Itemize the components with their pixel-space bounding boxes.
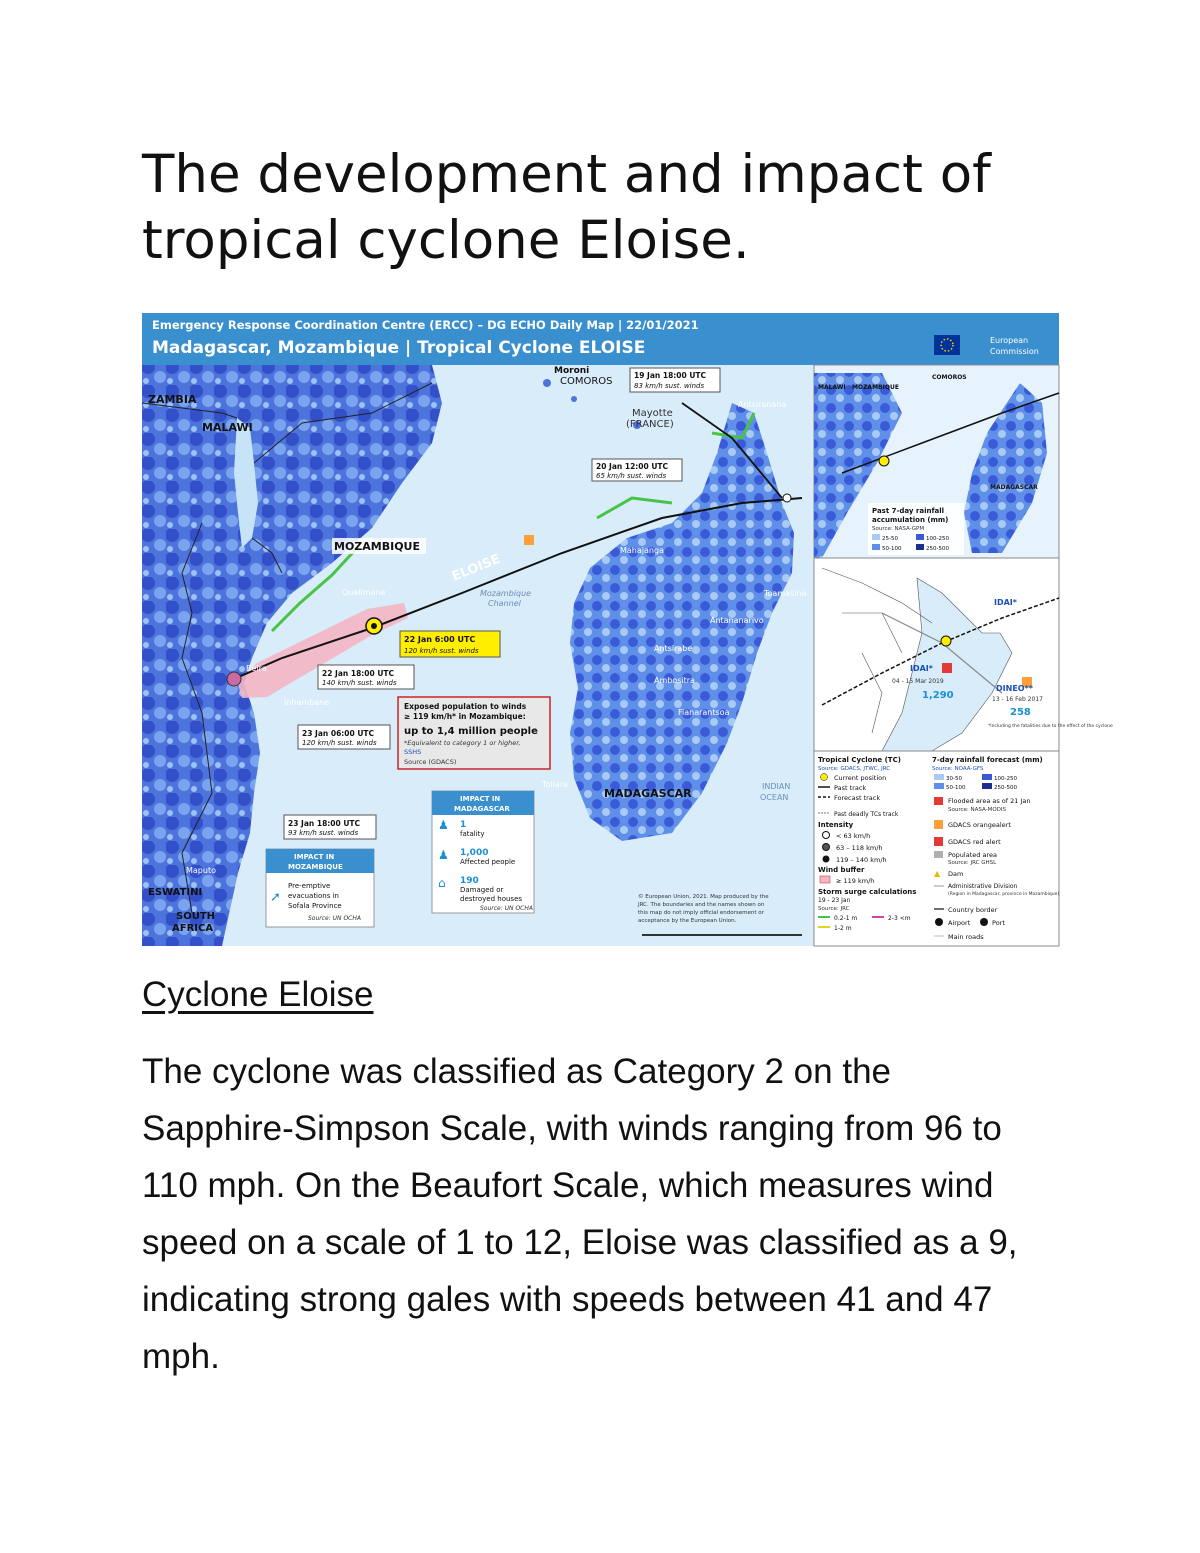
- label-ambositra: Ambositra: [654, 676, 695, 685]
- label-channel-1: Mozambique: [480, 589, 532, 598]
- track-time: 22 Jan 6:00 UTC: [404, 635, 476, 644]
- label-maputo: Maputo: [186, 866, 216, 875]
- legend-dam: Dam: [948, 870, 964, 878]
- port-icon: [980, 918, 988, 926]
- track-winds: 65 km/h sust. winds: [596, 472, 667, 480]
- eu-label-1: European: [990, 336, 1029, 345]
- label-ocean-1: INDIAN: [762, 782, 791, 791]
- label-toliara: Toliara: [542, 780, 568, 789]
- impact-houses-num: 190: [460, 876, 479, 886]
- exposed-source: Source (GDACS): [404, 758, 457, 766]
- copyright-line2: JRC. The boundaries and the names shown on: [638, 902, 765, 908]
- legend-r1: 30-50: [946, 776, 962, 782]
- label-moroni: Moroni: [554, 366, 590, 376]
- legend-surge-src: Source: JRC: [818, 906, 850, 912]
- rain-bin: 100-250: [926, 536, 949, 542]
- label-antananarivo: Antananarivo: [710, 616, 764, 625]
- legend-intensity: Intensity: [818, 821, 854, 829]
- track-winds: 83 km/h sust. winds: [634, 382, 705, 390]
- gdacs-red-alert-icon: [942, 663, 952, 673]
- inset-rain-country-1: MALAWI: [818, 384, 846, 391]
- legend-border: Country border: [948, 906, 998, 914]
- legend-i1: < 63 km/h: [836, 832, 871, 840]
- legend-tc-source: Source: GDACS, JTWC, JRC: [818, 766, 891, 772]
- legend-r4: 250-500: [994, 785, 1017, 791]
- legend-s1: 0.2-1 m: [834, 915, 858, 922]
- map-legend: [814, 751, 1059, 946]
- inset-rain-country-4: MADAGASCAR: [990, 484, 1038, 491]
- legend-r3: 50-100: [946, 785, 966, 791]
- body-paragraph: The cyclone was classified as Category 2 on the Sapphire-Simpson Scale, with winds ranging from 96 to 110 mph. On the Beaufort Scale, which measures wind speed on a scale of 1 to 12, Eloise was classified as a 9, indicating strong gales with speeds between 41 and 47 mph.: [142, 1052, 1018, 1376]
- inset-rain-title-1: Past 7-day rainfall: [872, 507, 945, 515]
- label-channel-2: Channel: [488, 599, 521, 608]
- legend-r2: 100-250: [994, 776, 1017, 782]
- label-malawi: MALAWI: [202, 421, 253, 434]
- impact-moz-line3: Sofala Province: [288, 902, 342, 910]
- cyclone-map-figure: [142, 313, 1113, 946]
- track-winds: 140 km/h sust. winds: [322, 679, 397, 687]
- track-winds: 120 km/h sust. winds: [302, 739, 377, 747]
- map-header-line2: Madagascar, Mozambique | Tropical Cyclone ELOISE: [152, 338, 646, 358]
- legend-rain-swatch: [934, 774, 944, 780]
- impact-houses-label-1: Damaged or: [460, 886, 504, 894]
- current-position-dot: [371, 623, 377, 629]
- legend-surge-title: Storm surge calculations: [818, 888, 917, 896]
- exposed-line3: up to 1,4 million people: [404, 726, 538, 737]
- legend-populated-swatch: [934, 851, 943, 858]
- exposed-line2: ≥ 119 km/h* in Mozambique:: [404, 712, 526, 721]
- comoros-island: [571, 396, 577, 402]
- legend-tc-title: Tropical Cyclone (TC): [818, 756, 901, 764]
- rain-swatch: [872, 544, 880, 550]
- label-eswatini: ESWATINI: [148, 887, 203, 898]
- rain-bin: 250-500: [926, 546, 949, 552]
- label-mahajanga: Mahajanga: [620, 546, 664, 555]
- label-ocean-2: OCEAN: [760, 793, 789, 802]
- main-map: [142, 365, 814, 946]
- impact-madagascar-box: [432, 791, 534, 913]
- cyclone-name-label: ELOISE: [449, 551, 503, 585]
- house-icon: ⌂: [438, 876, 446, 890]
- inset-rain-country-3: COMOROS: [932, 374, 967, 381]
- legend-flooded-src: Source: NASA-MODIS: [948, 807, 1007, 813]
- inset-idai-position: [941, 636, 951, 646]
- legend-intensity-icon-3: [823, 856, 830, 863]
- copyright-line1: © European Union, 2021. Map produced by the: [638, 894, 769, 900]
- impact-houses-label-2: destroyed houses: [460, 895, 523, 903]
- track-time: 20 Jan 12:00 UTC: [596, 462, 669, 471]
- legend-surge-dates: 19 - 23 Jan: [818, 897, 851, 904]
- people-icon: ♟: [438, 848, 449, 862]
- legend-wind-swatch: [820, 876, 830, 883]
- label-madagascar: MADAGASCAR: [604, 787, 692, 800]
- inset-rain-position: [879, 456, 889, 466]
- legend-past: Past track: [834, 784, 867, 792]
- inset-rainfall-map: [814, 365, 1059, 558]
- rain-swatch: [872, 534, 880, 540]
- track-winds: 120 km/h sust. winds: [404, 647, 479, 655]
- impact-moz-source: Source: UN OCHA: [308, 915, 361, 922]
- eu-label-2: Commission: [990, 347, 1039, 356]
- label-mozambique: MOZAMBIQUE: [334, 540, 421, 553]
- impact-moz-title-2: MOZAMBIQUE: [288, 863, 343, 871]
- gdacs-orange-alert-icon: [524, 535, 534, 545]
- inset-idai-num: 1,290: [922, 690, 954, 701]
- exposed-line1: Exposed population to winds: [404, 702, 527, 711]
- legend-s3: 1-2 m: [834, 925, 852, 932]
- legend-red: GDACS red alert: [948, 838, 1001, 846]
- impact-moz-title-1: IMPACT IN: [294, 853, 335, 861]
- legend-rain-swatch: [982, 774, 992, 780]
- impact-fatality-num: 1: [460, 820, 467, 830]
- label-south-africa-2: AFRICA: [172, 923, 214, 934]
- label-inhambane: Inhambane: [284, 698, 330, 707]
- map-header-line1: Emergency Response Coordination Centre (ERCC) – DG ECHO Daily Map | 22/01/2021: [152, 318, 699, 332]
- rain-swatch: [916, 534, 924, 540]
- label-zambia: ZAMBIA: [148, 393, 197, 406]
- legend-red-alert-icon: [934, 837, 943, 846]
- legend-intensity-icon-1: [823, 832, 830, 839]
- legend-port: Port: [992, 919, 1005, 927]
- legend-flooded: Flooded area as of 21 Jan: [948, 797, 1031, 805]
- label-toamasina: Toamasina: [764, 589, 807, 598]
- impact-mdg-source: Source: UN OCHA: [480, 905, 533, 912]
- legend-admin-2: (Region in Madagascar, province in Mozambique): [948, 892, 1060, 897]
- legend-rain-title: 7-day rainfall forecast (mm): [932, 756, 1043, 764]
- label-antsirabe: Antsirabe: [654, 644, 693, 653]
- label-beira: Beira: [246, 664, 267, 673]
- exposed-population-box: [398, 697, 550, 769]
- legend-rain-swatch: [934, 783, 944, 789]
- legend-s2: 2-3 <m: [888, 915, 911, 922]
- inset-dineo-label: DINEO**: [996, 684, 1033, 693]
- person-icon: ♟: [438, 818, 449, 832]
- airport-icon: [935, 918, 943, 926]
- exposed-line4: *Equivalent to category 1 or higher,: [404, 739, 521, 747]
- inset-idai-label-2: IDAI*: [910, 664, 933, 673]
- legend-forecast: Forecast track: [834, 794, 881, 802]
- legend-i3: 119 – 140 km/h: [836, 856, 887, 864]
- inset-rain-source: Source: NASA-GPM: [872, 526, 925, 532]
- label-comoros: COMOROS: [560, 376, 613, 387]
- impact-mdg-title-2: MADAGASCAR: [454, 805, 510, 813]
- label-south-africa-1: SOUTH: [176, 911, 216, 922]
- impact-moz-line2: evacuations in: [288, 892, 339, 900]
- legend-wind-buffer: Wind buffer: [818, 866, 865, 874]
- label-quelimane: Quelimane: [342, 588, 386, 597]
- rain-bin: 25-50: [882, 536, 898, 542]
- impact-affected-label: Affected people: [460, 858, 516, 866]
- exposed-line5: SSHS: [404, 748, 422, 756]
- track-point-marker: [783, 494, 791, 502]
- copyright-line4: acceptance by the European Union.: [638, 918, 737, 924]
- legend-dam-icon: ▲: [934, 869, 941, 878]
- legend-wb1: ≥ 119 km/h: [836, 877, 875, 885]
- impact-mozambique-box: [266, 849, 374, 927]
- rain-swatch: [916, 544, 924, 550]
- section-heading: Cyclone Eloise: [142, 975, 374, 1014]
- inset-rain-country-2: MOZAMBIQUE: [852, 384, 899, 391]
- track-time: 23 Jan 06:00 UTC: [302, 729, 375, 738]
- inset-dineo-num: 258: [1010, 707, 1031, 718]
- label-mayotte-2: (FRANCE): [626, 419, 674, 430]
- legend-deadly: Past deadly TCs track: [834, 811, 899, 818]
- impact-fatality-label: fatality: [460, 830, 485, 838]
- legend-orange-alert-icon: [934, 820, 943, 829]
- legend-rain-src: Source: NOAA-GFS: [932, 766, 984, 772]
- legend-flooded-swatch: [934, 797, 943, 805]
- comoros-island: [543, 379, 551, 387]
- track-winds: 93 km/h sust. winds: [288, 829, 359, 837]
- track-time: 22 Jan 18:00 UTC: [322, 669, 395, 678]
- eu-flag-icon: [934, 335, 960, 355]
- inset-rain-title-2: accumulation (mm): [872, 516, 949, 524]
- map-svg: [142, 313, 1113, 946]
- inset-idai-label-1: IDAI*: [994, 598, 1017, 607]
- legend-airport: Airport: [948, 919, 971, 927]
- impact-moz-line1: Pre-emptive: [288, 882, 331, 890]
- label-antsiranana: Antsiranana: [738, 400, 787, 409]
- inset-past-cyclones-map: [814, 558, 1113, 751]
- legend-populated: Populated area: [948, 851, 997, 859]
- legend-intensity-icon-2: [823, 844, 830, 851]
- legend-current: Current position: [834, 774, 887, 782]
- legend-admin: Administrative Division: [948, 883, 1018, 890]
- inset-idai-note: *Including the fatalities due to the effect of the cyclone: [988, 724, 1113, 729]
- forecast-position-marker: [227, 672, 241, 686]
- track-time: 23 Jan 18:00 UTC: [288, 819, 361, 828]
- inset-idai-date: 04 - 15 Mar 2019: [892, 678, 944, 685]
- label-fianarantsoa: Fianarantsoa: [678, 708, 730, 717]
- page-title: The development and impact of tropical cyclone Eloise.: [142, 144, 991, 271]
- legend-current-icon: [821, 774, 828, 781]
- impact-mdg-title-1: IMPACT IN: [460, 795, 501, 803]
- legend-i2: 63 – 118 km/h: [836, 844, 883, 852]
- legend-roads: Main roads: [948, 933, 984, 941]
- label-mayotte-1: Mayotte: [632, 408, 673, 419]
- evacuation-icon: ➚: [270, 890, 281, 905]
- legend-rain-swatch: [982, 783, 992, 789]
- legend-orange: GDACS orangealert: [948, 821, 1011, 829]
- track-time: 19 Jan 18:00 UTC: [634, 371, 707, 380]
- rain-bin: 50-100: [882, 546, 902, 552]
- impact-affected-num: 1,000: [460, 848, 489, 858]
- copyright-line3: this map do not imply official endorsement or: [638, 910, 764, 916]
- inset-dineo-date: 13 - 16 Feb 2017: [992, 696, 1043, 703]
- legend-populated-src: Source: JRC GHSL: [948, 860, 997, 866]
